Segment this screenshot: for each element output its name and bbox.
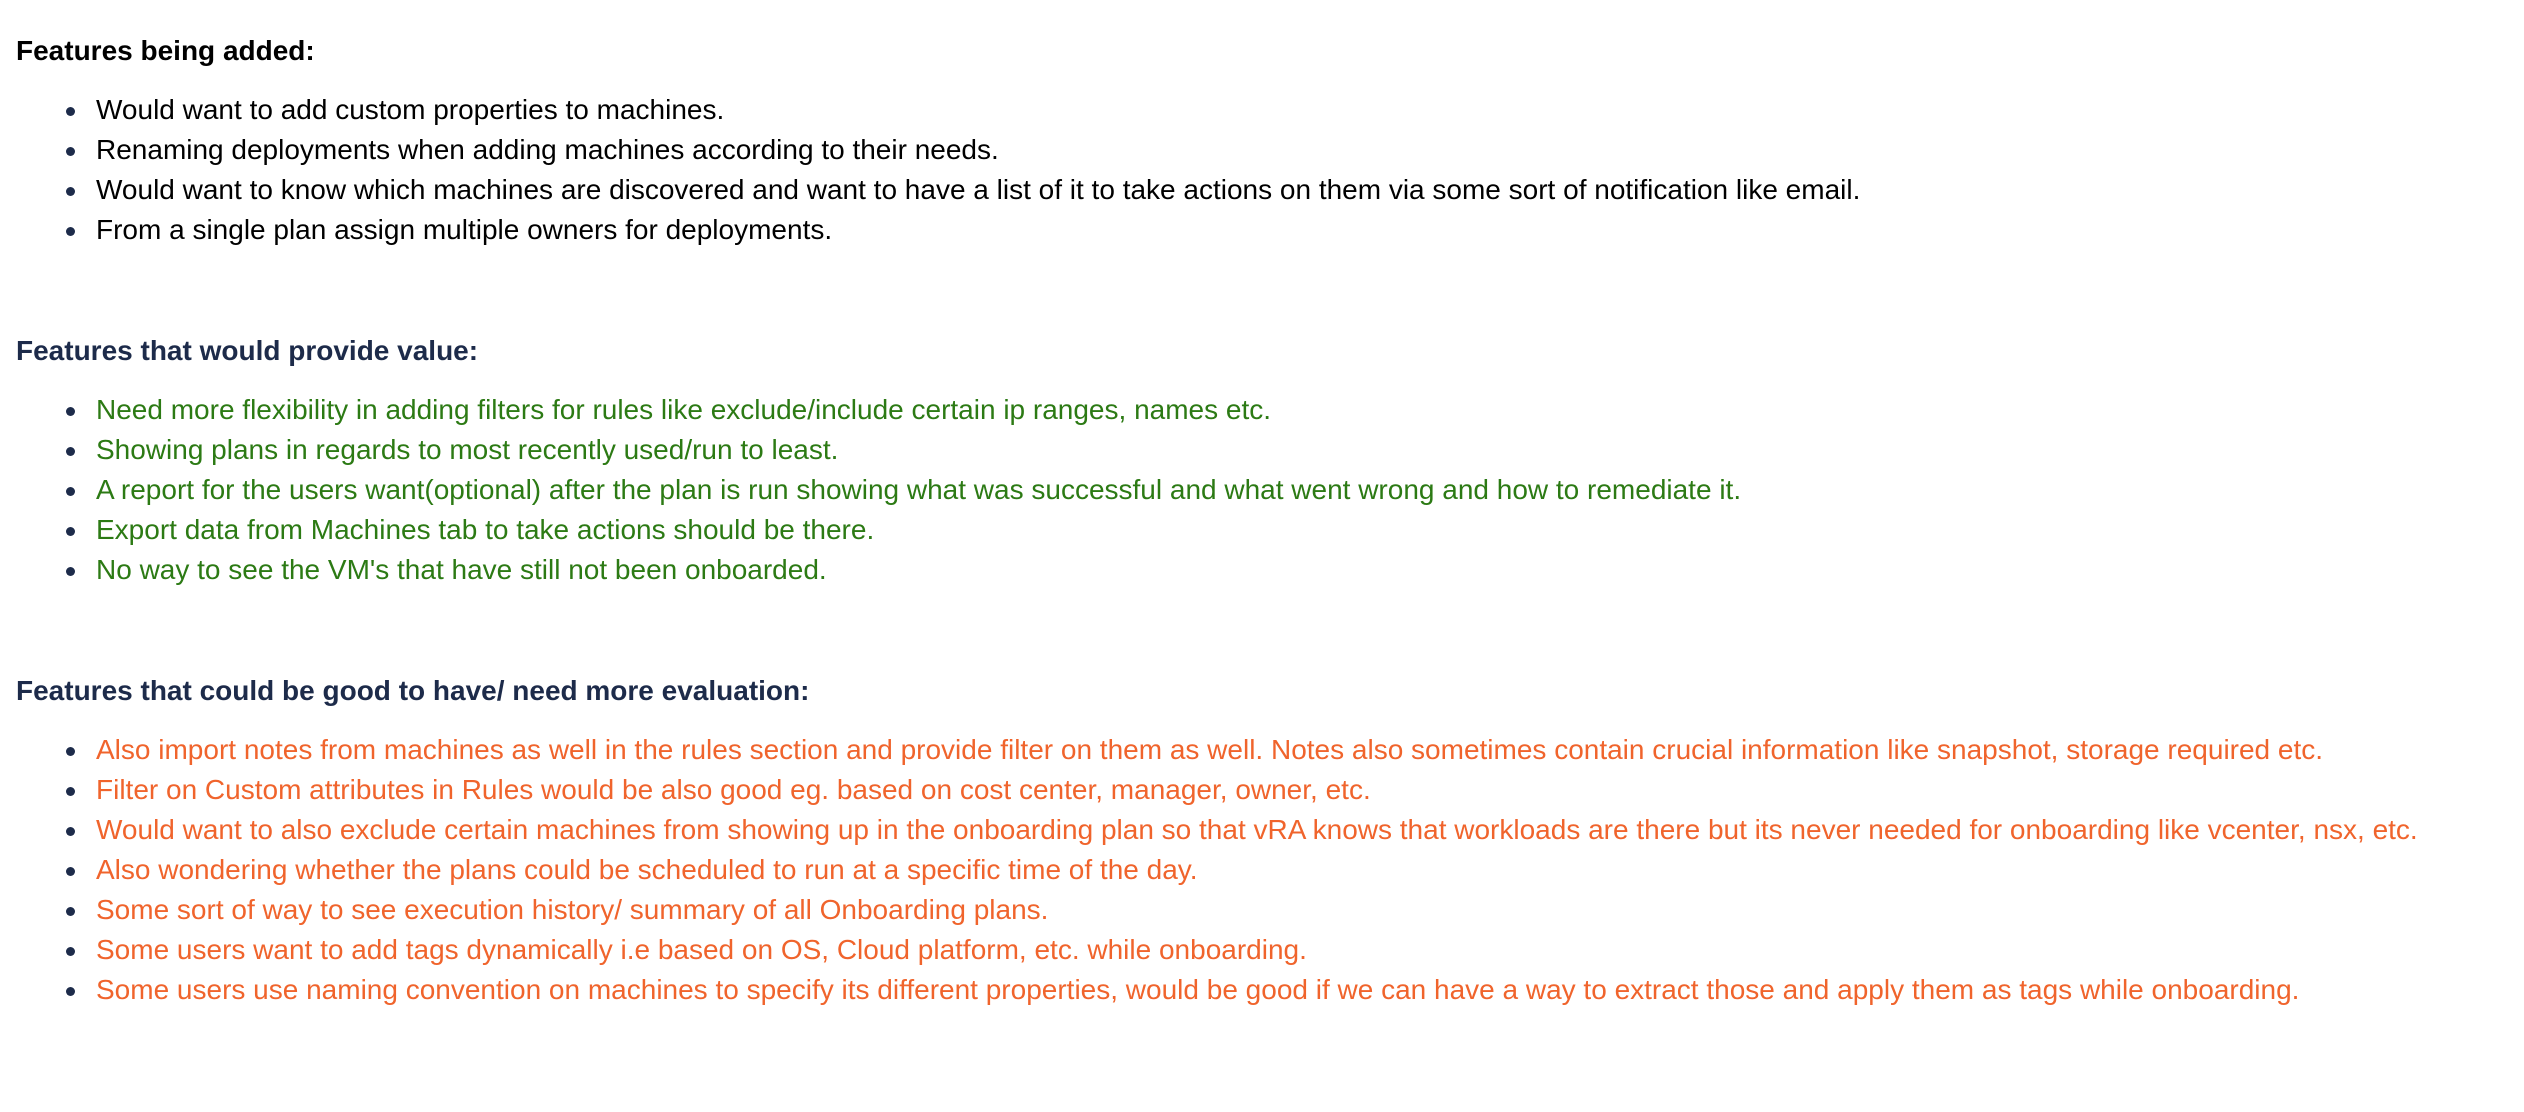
bullet-icon <box>66 907 75 916</box>
list-item <box>96 730 2524 770</box>
section-features-good-to-have <box>16 672 2524 1010</box>
bullet-icon <box>66 867 75 876</box>
list-item-text: Filter on Custom attributes in Rules would be also good eg. based on cost center, manager, owner, etc. <box>96 774 1371 805</box>
bullet-icon <box>66 567 75 576</box>
list-item <box>96 510 2524 550</box>
bullet-icon <box>66 787 75 796</box>
list-item-text: Some users use naming convention on machines to specify its different properties, would be good if we can have a way to extract those and apply them as tags while onboarding. <box>96 974 2300 1005</box>
bullet-icon <box>66 947 75 956</box>
feature-list <box>16 390 2524 590</box>
list-item <box>96 550 2524 590</box>
list-item-text: A report for the users want(optional) after the plan is run showing what was successful and what went wrong and how to remediate it. <box>96 474 1742 505</box>
list-item-text: Some users want to add tags dynamically i.e based on OS, Cloud platform, etc. while onboarding. <box>96 934 1307 965</box>
list-item <box>96 430 2524 470</box>
list-item <box>96 390 2524 430</box>
list-item-text: Also wondering whether the plans could be scheduled to run at a specific time of the day. <box>96 854 1198 885</box>
bullet-icon <box>66 527 75 536</box>
bullet-icon <box>66 147 75 156</box>
section-features-provide-value <box>16 332 2524 590</box>
bullet-icon <box>66 987 75 996</box>
bullet-icon <box>66 487 75 496</box>
bullet-icon <box>66 107 75 116</box>
list-item <box>96 90 2524 130</box>
bullet-icon <box>66 747 75 756</box>
list-item <box>96 850 2524 890</box>
list-item <box>96 470 2524 510</box>
section-heading: Features that could be good to have/ need more evaluation: <box>16 675 810 706</box>
feature-list <box>16 730 2524 1010</box>
list-item-text: Need more flexibility in adding filters for rules like exclude/include certain ip ranges, names etc. <box>96 394 1272 425</box>
bullet-icon <box>66 447 75 456</box>
list-item <box>96 810 2524 850</box>
list-item-text: Some sort of way to see execution history/ summary of all Onboarding plans. <box>96 894 1049 925</box>
list-item-text: Would want to also exclude certain machines from showing up in the onboarding plan so that vRA knows that workloads are there but its never needed for onboarding like vcenter, nsx, etc. <box>96 814 2418 845</box>
list-item-text: Would want to add custom properties to machines. <box>96 94 725 125</box>
list-item-text: Also import notes from machines as well in the rules section and provide filter on them as well. Notes also sometimes contain crucial information like snapshot, storage required etc. <box>96 734 2324 765</box>
list-item-text: Export data from Machines tab to take actions should be there. <box>96 514 875 545</box>
list-item-text: From a single plan assign multiple owners for deployments. <box>96 214 833 245</box>
list-item <box>96 770 2524 810</box>
list-item <box>96 130 2524 170</box>
section-heading: Features that would provide value: <box>16 335 479 366</box>
bullet-icon <box>66 227 75 236</box>
list-item <box>96 210 2524 250</box>
list-item-text: Would want to know which machines are discovered and want to have a list of it to take actions on them via some sort of notification like email. <box>96 174 1861 205</box>
feature-list <box>16 90 2524 250</box>
list-item-text: Showing plans in regards to most recently used/run to least. <box>96 434 839 465</box>
section-heading: Features being added: <box>16 35 315 66</box>
bullet-icon <box>66 407 75 416</box>
list-item <box>96 970 2524 1010</box>
list-item <box>96 170 2524 210</box>
list-item <box>96 890 2524 930</box>
list-item-text: No way to see the VM's that have still not been onboarded. <box>96 554 827 585</box>
list-item-text: Renaming deployments when adding machines according to their needs. <box>96 134 999 165</box>
list-item <box>96 930 2524 970</box>
bullet-icon <box>66 827 75 836</box>
section-features-being-added <box>16 32 2524 250</box>
bullet-icon <box>66 187 75 196</box>
